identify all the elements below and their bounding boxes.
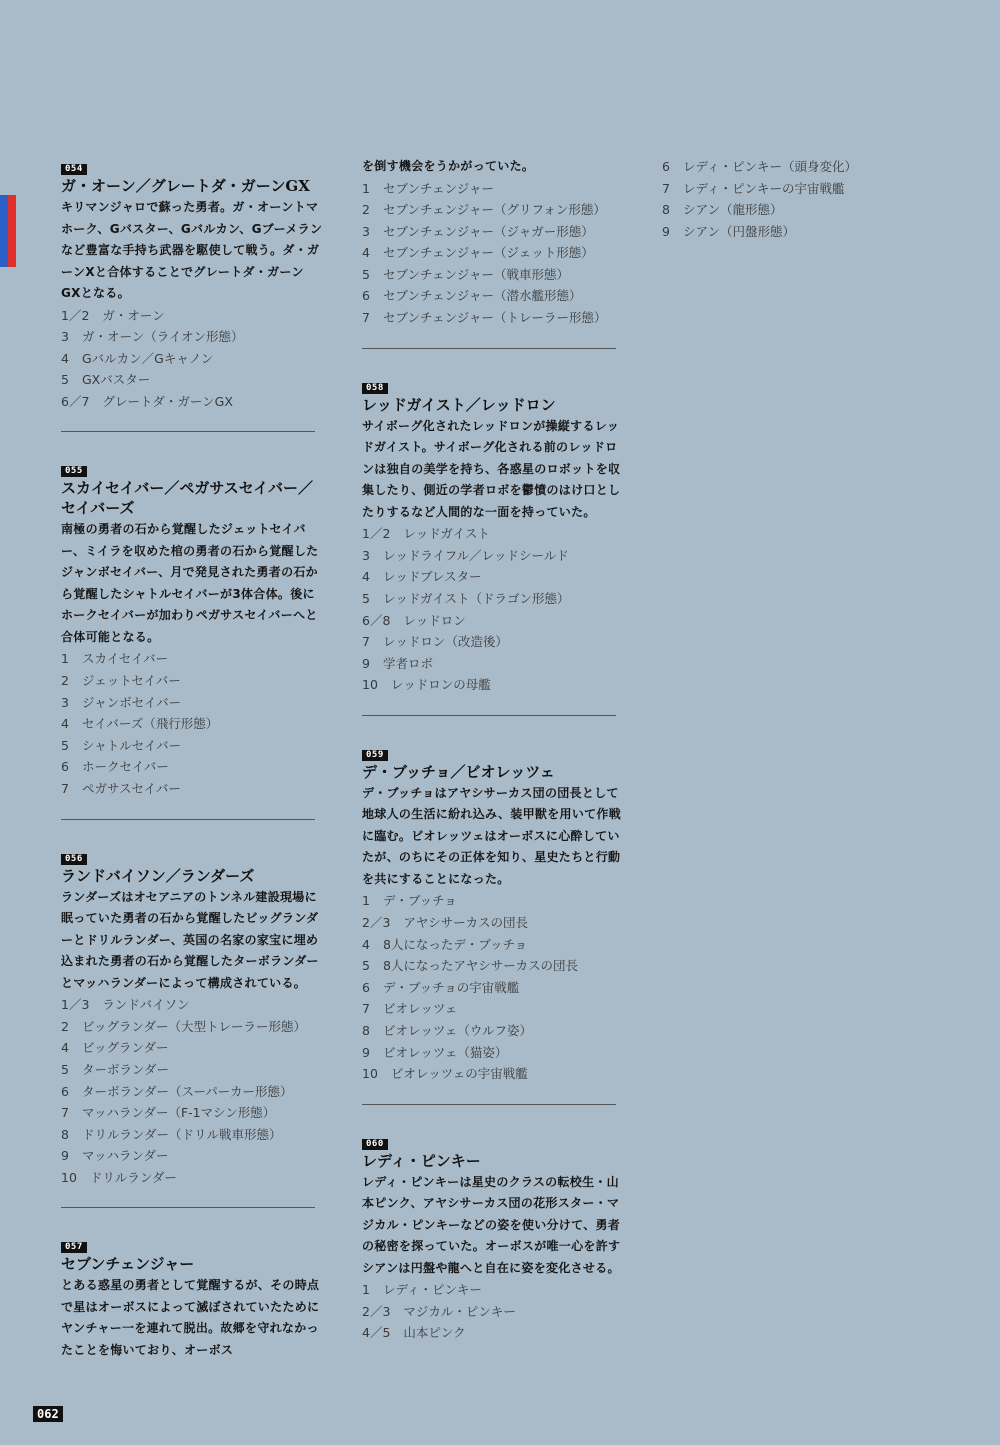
caption-number: 1 bbox=[362, 1282, 370, 1298]
entry-title: スカイセイバー／ペガサスセイバー／セイバーズ bbox=[61, 479, 314, 518]
caption-number: 1／2 bbox=[61, 307, 90, 323]
caption-number: 10 bbox=[362, 677, 378, 693]
caption-number: 10 bbox=[61, 1169, 77, 1185]
caption-number: 4 bbox=[61, 350, 69, 366]
caption-list bbox=[61, 648, 323, 799]
caption-item bbox=[61, 756, 323, 778]
caption-list bbox=[662, 156, 924, 242]
caption-number: 3 bbox=[362, 547, 370, 563]
caption-number: 6 bbox=[61, 1083, 69, 1099]
entry bbox=[662, 156, 924, 242]
entry-description: を倒す機会をうかがっていた。 bbox=[362, 159, 535, 173]
caption-number: 8 bbox=[362, 1022, 370, 1038]
caption-label: マッハランダー（F-1マシン形態） bbox=[81, 1105, 276, 1121]
caption-number: 9 bbox=[61, 1148, 69, 1164]
caption-item bbox=[362, 588, 624, 610]
caption-label: シアン（龍形態） bbox=[682, 202, 783, 218]
caption-number: 6 bbox=[61, 759, 69, 775]
caption-number: 6／7 bbox=[61, 393, 90, 409]
caption-label: ビオレッツェ（猫姿） bbox=[382, 1044, 508, 1060]
caption-number: 1／3 bbox=[61, 997, 90, 1013]
caption-label: アヤシサーカスの団長 bbox=[403, 915, 529, 930]
edge-color-tab bbox=[0, 195, 16, 267]
caption-label: シャトルセイバー bbox=[81, 737, 182, 753]
caption-label: レディ・ピンキー（頭身変化） bbox=[682, 159, 857, 174]
caption-item bbox=[362, 264, 624, 286]
entry bbox=[61, 1234, 323, 1361]
caption-item bbox=[61, 1102, 323, 1124]
caption-label: ランドバイソン bbox=[102, 997, 190, 1013]
text-column-3 bbox=[662, 156, 924, 242]
caption-list bbox=[61, 994, 323, 1188]
text-column-2 bbox=[362, 156, 624, 1344]
entry-title: デ・ブッチョ／ビオレッツェ bbox=[362, 762, 555, 781]
caption-item bbox=[362, 1042, 624, 1064]
caption-item bbox=[362, 610, 624, 632]
caption-label: セブンチェンジャー（ジャガー形態） bbox=[382, 223, 594, 239]
caption-item bbox=[662, 221, 924, 243]
caption-number: 4 bbox=[362, 936, 370, 952]
caption-number: 3 bbox=[362, 223, 370, 239]
caption-item bbox=[362, 1279, 624, 1301]
caption-number: 10 bbox=[362, 1066, 378, 1082]
caption-item bbox=[362, 912, 624, 934]
caption-number: 6／8 bbox=[362, 612, 391, 628]
caption-number: 9 bbox=[362, 1044, 370, 1060]
caption-item bbox=[61, 369, 323, 391]
section-divider bbox=[61, 431, 315, 432]
caption-number: 1 bbox=[362, 893, 370, 909]
caption-label: グレートダ・ガーンGX bbox=[102, 393, 233, 409]
caption-number: 3 bbox=[61, 329, 69, 345]
caption-label: ビオレッツェ（ウルフ姿） bbox=[382, 1022, 532, 1038]
caption-number: 4 bbox=[61, 1040, 69, 1056]
page-number: 062 bbox=[33, 1406, 63, 1422]
caption-item bbox=[61, 348, 323, 370]
caption-item bbox=[61, 1016, 323, 1038]
caption-item bbox=[362, 998, 624, 1020]
caption-item bbox=[61, 326, 323, 348]
section-divider bbox=[61, 1207, 315, 1208]
caption-number: 4 bbox=[362, 245, 370, 261]
caption-item bbox=[61, 735, 323, 757]
edge-tab-red bbox=[8, 195, 16, 267]
caption-label: セイバーズ（飛行形態） bbox=[81, 716, 219, 732]
caption-list bbox=[362, 890, 624, 1084]
entry-description: サイボーグ化されたレッドロンが操縦するレッドガイスト。サイボーグ化される前のレッドロンは独自の美学を持ち、各惑星のロボットを収集したり、側近の学者ロボを鬱憤のはけ口としたりするなど人間的な一面を持っていた。 bbox=[362, 418, 621, 519]
caption-label: スカイセイバー bbox=[81, 651, 169, 667]
caption-number: 2／3 bbox=[362, 915, 391, 930]
caption-label: ガ・オーン bbox=[102, 307, 165, 323]
caption-item bbox=[61, 391, 323, 413]
entry-title: レディ・ピンキー bbox=[362, 1151, 481, 1170]
entry bbox=[362, 742, 624, 1085]
caption-number: 9 bbox=[362, 655, 370, 671]
entry-description: 南極の勇者の石から覚醒したジェットセイバー、ミイラを収めた棺の勇者の石から覚醒したジャンボセイバー、月で発見された勇者の石から覚醒したシャトルセイバーが3体合体。後にホークセイバーが加わりペガサスセイバーへと合体可能となる。 bbox=[61, 522, 319, 644]
caption-label: デ・ブッチョ bbox=[382, 893, 457, 909]
caption-item bbox=[362, 178, 624, 200]
caption-item bbox=[61, 994, 323, 1016]
caption-label: レッドガイスト bbox=[403, 526, 490, 542]
entry-title: ランドバイソン／ランダーズ bbox=[61, 866, 255, 885]
caption-item bbox=[662, 178, 924, 200]
caption-label: ペガサスセイバー bbox=[81, 781, 181, 797]
entry-description: デ・ブッチョはアヤシサーカス団の団長として地球人の生活に紛れ込み、装甲獣を用いて作戦に臨む。ビオレッツェはオーボスに心酔していたが、のちにその正体を知り、星史たちと行動を共にすることになった。 bbox=[362, 785, 622, 886]
caption-label: ビオレッツェの宇宙戦艦 bbox=[390, 1066, 528, 1082]
caption-number: 9 bbox=[662, 223, 670, 239]
caption-number: 4 bbox=[362, 569, 370, 585]
entry bbox=[61, 458, 323, 799]
caption-label: 山本ピンク bbox=[403, 1325, 466, 1341]
caption-item bbox=[662, 156, 924, 178]
caption-label: 8人になったアヤシサーカスの団長 bbox=[382, 958, 579, 974]
text-column-1 bbox=[61, 156, 323, 1361]
caption-label: ターボランダー bbox=[81, 1061, 169, 1077]
entry bbox=[61, 156, 323, 412]
entry-title: ガ・オーン／グレートダ・ガーンGX bbox=[61, 177, 310, 195]
caption-label: レッドロン bbox=[403, 612, 466, 628]
entry-number-badge: 060 bbox=[362, 1139, 388, 1150]
caption-number: 5 bbox=[61, 372, 69, 388]
caption-label: セブンチェンジャー（グリフォン形態） bbox=[382, 202, 606, 218]
caption-number: 6 bbox=[362, 288, 370, 304]
caption-item bbox=[362, 653, 624, 675]
caption-label: ドリルランダー（ドリル戦車形態） bbox=[81, 1126, 282, 1142]
entry bbox=[362, 375, 624, 696]
entry-number-badge: 056 bbox=[61, 854, 87, 865]
caption-number: 7 bbox=[362, 634, 370, 650]
entry-number-badge: 055 bbox=[61, 466, 87, 477]
caption-number: 7 bbox=[362, 1001, 370, 1017]
caption-label: ガ・オーン（ライオン形態） bbox=[81, 329, 244, 345]
caption-label: GXバスター bbox=[81, 372, 151, 388]
caption-number: 4／5 bbox=[362, 1325, 391, 1341]
section-divider bbox=[61, 819, 315, 820]
caption-label: 8人になったデ・ブッチョ bbox=[382, 936, 528, 952]
caption-label: セブンチェンジャー（潜水艦形態） bbox=[382, 288, 582, 304]
caption-label: デ・ブッチョの宇宙戦艦 bbox=[382, 979, 520, 995]
caption-item bbox=[61, 1167, 323, 1189]
entry bbox=[362, 1131, 624, 1344]
caption-label: セブンチェンジャー（戦車形態） bbox=[382, 266, 570, 282]
caption-number: 7 bbox=[362, 310, 370, 326]
caption-label: ホークセイバー bbox=[81, 759, 169, 775]
caption-item bbox=[362, 1301, 624, 1323]
caption-item bbox=[362, 977, 624, 999]
caption-number: 4 bbox=[61, 716, 69, 732]
caption-item bbox=[61, 648, 323, 670]
caption-label: セブンチェンジャー（ジェット形態） bbox=[382, 245, 594, 261]
caption-item bbox=[61, 1037, 323, 1059]
caption-item bbox=[61, 1059, 323, 1081]
caption-item bbox=[362, 890, 624, 912]
caption-label: レディ・ピンキーの宇宙戦艦 bbox=[682, 180, 845, 196]
caption-number: 5 bbox=[362, 266, 370, 282]
caption-label: ジェットセイバー bbox=[81, 673, 181, 689]
caption-label: レッドブレスター bbox=[382, 569, 482, 585]
entry-description: レディ・ピンキーは星史のクラスの転校生・山本ピンク、アヤシサーカス団の花形スター・マジカル・ピンキーなどの姿を使い分けて、勇者の秘密を探っていた。オーボスが唯一心を許すシアンは円盤や龍へと自在に姿を変化させる。 bbox=[362, 1174, 621, 1275]
caption-number: 8 bbox=[61, 1126, 69, 1142]
caption-item bbox=[61, 670, 323, 692]
caption-number: 1 bbox=[61, 651, 69, 667]
caption-item bbox=[362, 1020, 624, 1042]
entry-number-badge: 057 bbox=[61, 1242, 87, 1253]
caption-number: 3 bbox=[61, 694, 69, 710]
caption-number: 2／3 bbox=[362, 1303, 391, 1319]
caption-number: 8 bbox=[662, 202, 670, 218]
caption-number: 1／2 bbox=[362, 526, 391, 542]
caption-item bbox=[362, 307, 624, 329]
caption-label: マッハランダー bbox=[81, 1148, 169, 1164]
caption-label: ビオレッツェ bbox=[382, 1001, 458, 1017]
caption-number: 7 bbox=[662, 180, 670, 196]
entry bbox=[61, 846, 323, 1189]
caption-label: Gバルカン／Gキャノン bbox=[81, 350, 214, 366]
caption-item bbox=[362, 523, 624, 545]
caption-number: 5 bbox=[362, 958, 370, 974]
caption-label: 学者ロボ bbox=[382, 655, 433, 671]
entry-description: ランダーズはオセアニアのトンネル建設現場に眠っていた勇者の石から覚醒したビッグランダーとドリルランダー、英国の名家の家宝に埋め込まれた勇者の石から覚醒したターボランダーとマッハランダーによって構成されている。 bbox=[61, 889, 319, 990]
caption-number: 2 bbox=[362, 202, 370, 218]
caption-item bbox=[362, 545, 624, 567]
caption-label: ビッグランダー（大型トレーラー形態） bbox=[81, 1018, 306, 1034]
entry-title: レッドガイスト／レッドロン bbox=[362, 395, 556, 414]
caption-item bbox=[362, 221, 624, 243]
caption-label: レディ・ピンキー bbox=[382, 1282, 482, 1298]
caption-item bbox=[61, 778, 323, 800]
entry-title: セブンチェンジャー bbox=[61, 1255, 195, 1274]
caption-item bbox=[662, 199, 924, 221]
caption-number: 5 bbox=[61, 737, 69, 753]
caption-item bbox=[362, 1322, 624, 1344]
section-divider bbox=[362, 348, 616, 349]
caption-item bbox=[61, 1081, 323, 1103]
caption-number: 7 bbox=[61, 1105, 69, 1121]
caption-item bbox=[61, 1145, 323, 1167]
caption-item bbox=[362, 955, 624, 977]
section-divider bbox=[362, 1104, 616, 1105]
caption-number: 6 bbox=[662, 159, 670, 174]
entry bbox=[362, 156, 624, 329]
caption-item bbox=[61, 713, 323, 735]
caption-label: ドリルランダー bbox=[89, 1169, 177, 1185]
caption-label: セブンチェンジャー bbox=[382, 180, 495, 196]
entry-description: キリマンジャロで蘇った勇者。ガ・オーントマホーク、Gバスター、Gバルカン、Gブーメランなど豊富な手持ち武器を駆使して戦う。ダ・ガーンXと合体することでグレートダ・ガーンGXとなる。 bbox=[61, 200, 323, 300]
caption-label: セブンチェンジャー（トレーラー形態） bbox=[382, 310, 607, 326]
caption-item bbox=[61, 692, 323, 714]
caption-label: ジャンボセイバー bbox=[81, 694, 182, 710]
caption-list bbox=[362, 178, 624, 329]
caption-list bbox=[362, 1279, 624, 1344]
caption-label: レッドロンの母艦 bbox=[390, 677, 491, 693]
entry-number-badge: 058 bbox=[362, 383, 388, 394]
caption-number: 5 bbox=[362, 590, 370, 606]
caption-number: 1 bbox=[362, 180, 370, 196]
entry-number-badge: 054 bbox=[61, 164, 87, 175]
caption-item bbox=[362, 199, 624, 221]
caption-number: 2 bbox=[61, 673, 69, 689]
entry-description: とある惑星の勇者として覚醒するが、その時点で星はオーボスによって滅ぼされていたためにヤンチャー一を連れて脱出。故郷を守れなかったことを悔いており、オーボス bbox=[61, 1278, 320, 1357]
caption-label: ビッグランダー bbox=[81, 1040, 169, 1056]
entry-number-badge: 059 bbox=[362, 750, 388, 761]
edge-tab-blue bbox=[0, 195, 8, 267]
caption-number: 6 bbox=[362, 979, 370, 995]
caption-item bbox=[362, 1063, 624, 1085]
caption-number: 2 bbox=[61, 1018, 69, 1034]
caption-item bbox=[362, 631, 624, 653]
caption-number: 5 bbox=[61, 1061, 69, 1077]
caption-item bbox=[362, 285, 624, 307]
caption-list bbox=[362, 523, 624, 696]
caption-label: ターボランダー（スーパーカー形態） bbox=[81, 1083, 293, 1099]
caption-label: マジカル・ピンキー bbox=[403, 1303, 516, 1319]
section-divider bbox=[362, 715, 616, 716]
caption-item bbox=[61, 305, 323, 327]
caption-list bbox=[61, 305, 323, 413]
caption-label: レッドガイスト（ドラゴン形態） bbox=[382, 590, 570, 606]
caption-item bbox=[362, 242, 624, 264]
caption-item bbox=[362, 934, 624, 956]
caption-item bbox=[362, 566, 624, 588]
caption-item bbox=[362, 674, 624, 696]
caption-item bbox=[61, 1124, 323, 1146]
caption-label: レッドライフル／レッドシールド bbox=[382, 547, 569, 563]
caption-label: レッドロン（改造後） bbox=[382, 634, 508, 650]
caption-number: 7 bbox=[61, 781, 69, 797]
caption-label: シアン（円盤形態） bbox=[682, 223, 795, 239]
